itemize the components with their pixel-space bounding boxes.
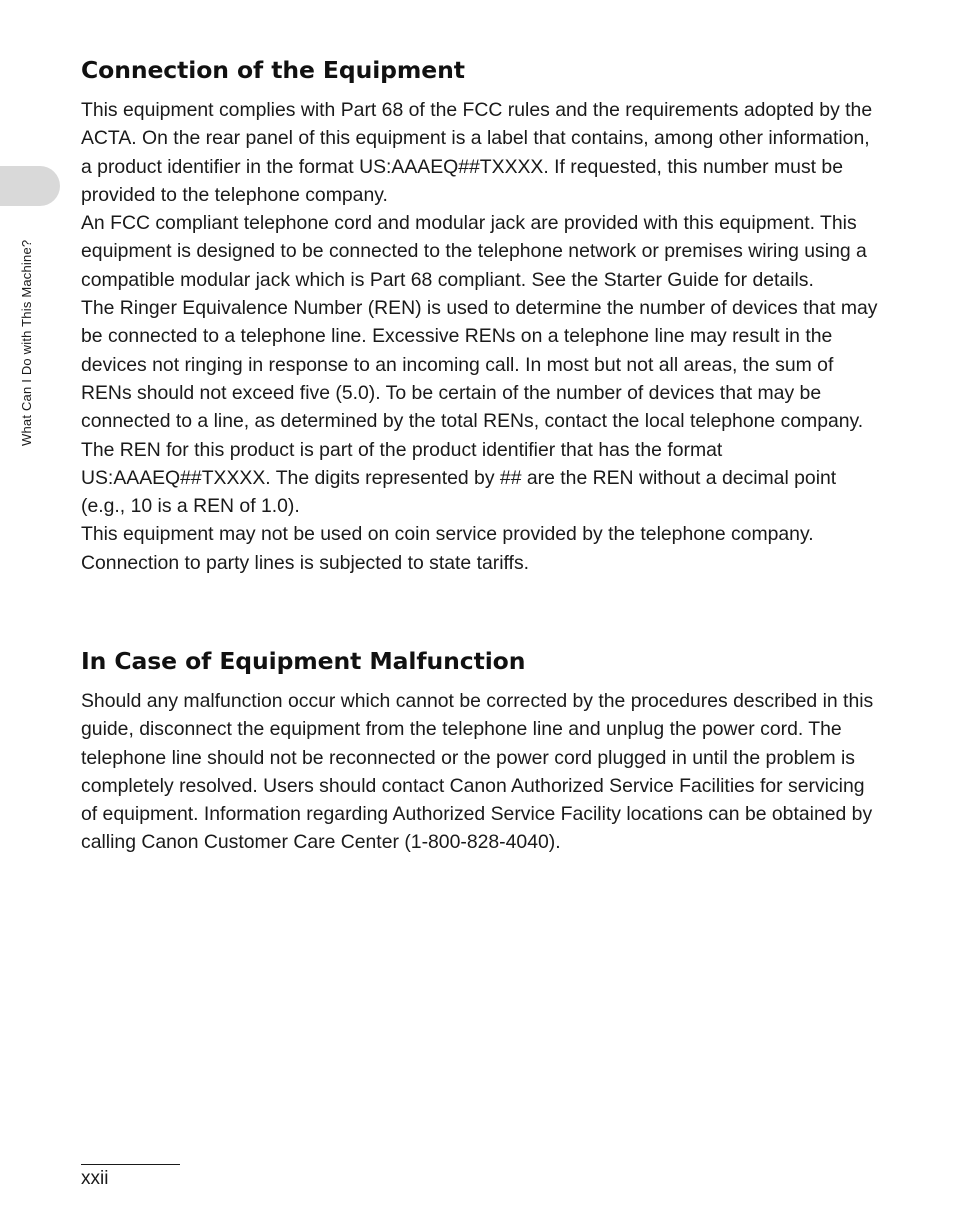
paragraph: This equipment may not be used on coin service provided by the telephone company. Connection to party lines is subjected to state tariffs. <box>81 523 814 574</box>
section-heading: Connection of the Equipment <box>81 56 465 84</box>
footer-rule <box>81 1164 180 1165</box>
paragraph: The Ringer Equivalence Number (REN) is used to determine the number of devices that may be connected to a telephone line. Excessive RENs on a telephone line may result in the devices not ringing in response to an incoming call. In most but not all areas, the sum of RENs should not exceed five (5.0). To be certain of the number of devices that may be connected to a line, as determined by the total RENs, contact the local telephone company. The REN for this product is part of the product identifier that has the format US:AAAEQ##TXXXX. The digits represented by ## are the REN without a decimal point (e.g., 10 is a REN of 1.0). <box>81 297 878 518</box>
paragraph: This equipment complies with Part 68 of the FCC rules and the requirements adopted by the ACTA. On the rear panel of this equipment is a label that contains, among other information, a product identifier in the format US:AAAEQ##TXXXX. If requested, this number must be provided to the telephone company. <box>81 99 873 206</box>
section-connection-of-equipment <box>81 56 881 577</box>
section-equipment-malfunction <box>81 647 881 857</box>
paragraph: An FCC compliant telephone cord and modular jack are provided with this equipment. This equipment is designed to be connected to the telephone network or premises wiring using a compatible modular jack which is Part 68 compliant. See the Starter Guide for details. <box>81 212 867 291</box>
paragraph: Should any malfunction occur which cannot be corrected by the procedures described in this guide, disconnect the equipment from the telephone line and unplug the power cord. The telephone line should not be reconnected or the power cord plugged in until the problem is completely resolved. Users should contact Canon Authorized Service Facilities for servicing of equipment. Information regarding Authorized Service Facility locations can be obtained by calling Canon Customer Care Center (1-800-828-4040). <box>81 690 874 854</box>
chapter-side-label: What Can I Do with This Machine? <box>19 239 34 446</box>
page-number: xxii <box>81 1168 109 1189</box>
chapter-side-tab <box>0 166 60 206</box>
section-heading: In Case of Equipment Malfunction <box>81 647 526 675</box>
